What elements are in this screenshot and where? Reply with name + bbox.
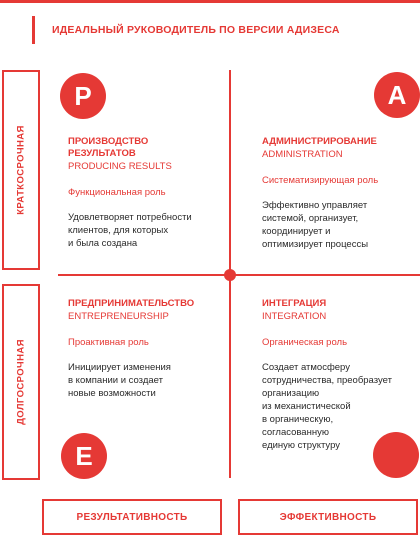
long-term-label: ДОЛГОСРОЧНАЯ (15, 339, 27, 425)
quadrant-description: Эффективно управляет системой, организует, координирует и оптимизирует процессы (262, 200, 369, 250)
horizontal-axis-line (58, 274, 420, 276)
producing-results-letter-badge: P (60, 73, 106, 119)
quadrant-title: ИНТЕГРАЦИЯ (262, 298, 327, 309)
quadrant-description: Создает атмосферу сотрудничества, преобразует организацию из механистической в органическую, согласованную единую структуру (262, 362, 392, 451)
quadrant-role: Органическая роль (262, 337, 348, 348)
quadrant-role: Функциональная роль (68, 187, 166, 198)
quadrant-subtitle: ENTREPRENEURSHIP (68, 311, 169, 322)
axis-center-dot (224, 269, 236, 281)
quadrant-title: ПРОИЗВОДСТВО РЕЗУЛЬТАТОВ (68, 136, 149, 159)
quadrant-description: Инициирует изменения в компании и создает новые возможности (68, 362, 171, 399)
entrepreneurship-letter-badge: E (61, 433, 107, 479)
title-accent-bar (32, 16, 35, 44)
quadrant-title: АДМИНИСТРИРОВАНИЕ (262, 136, 377, 147)
quadrant-producing-results (68, 136, 218, 250)
page-title: ИДЕАЛЬНЫЙ РУКОВОДИТЕЛЬ ПО ВЕРСИИ АДИЗЕСА (52, 24, 340, 36)
administration-letter-badge: A (374, 72, 420, 118)
quadrant-subtitle: PRODUCING RESULTS (68, 161, 172, 172)
long-term-label-box (2, 284, 40, 480)
quadrant-role: Систематизирующая роль (262, 175, 379, 186)
effectiveness-results-box: РЕЗУЛЬТАТИВНОСТЬ (42, 499, 222, 535)
quadrant-role: Проактивная роль (68, 337, 149, 348)
top-accent-line (0, 0, 420, 3)
quadrant-description: Удовлетворяет потребности клиентов, для которых и была создана (68, 212, 192, 249)
efficiency-box: ЭФФЕКТИВНОСТЬ (238, 499, 418, 535)
quadrant-title: ПРЕДПРИНИМАТЕЛЬСТВО (68, 298, 195, 309)
quadrant-subtitle: ADMINISTRATION (262, 149, 343, 160)
quadrant-entrepreneurship (68, 298, 218, 400)
short-term-label: КРАТКОСРОЧНАЯ (15, 125, 27, 215)
quadrant-integration (262, 298, 414, 452)
quadrant-subtitle: INTEGRATION (262, 311, 327, 322)
short-term-label-box (2, 70, 40, 270)
quadrant-administration (262, 136, 414, 251)
